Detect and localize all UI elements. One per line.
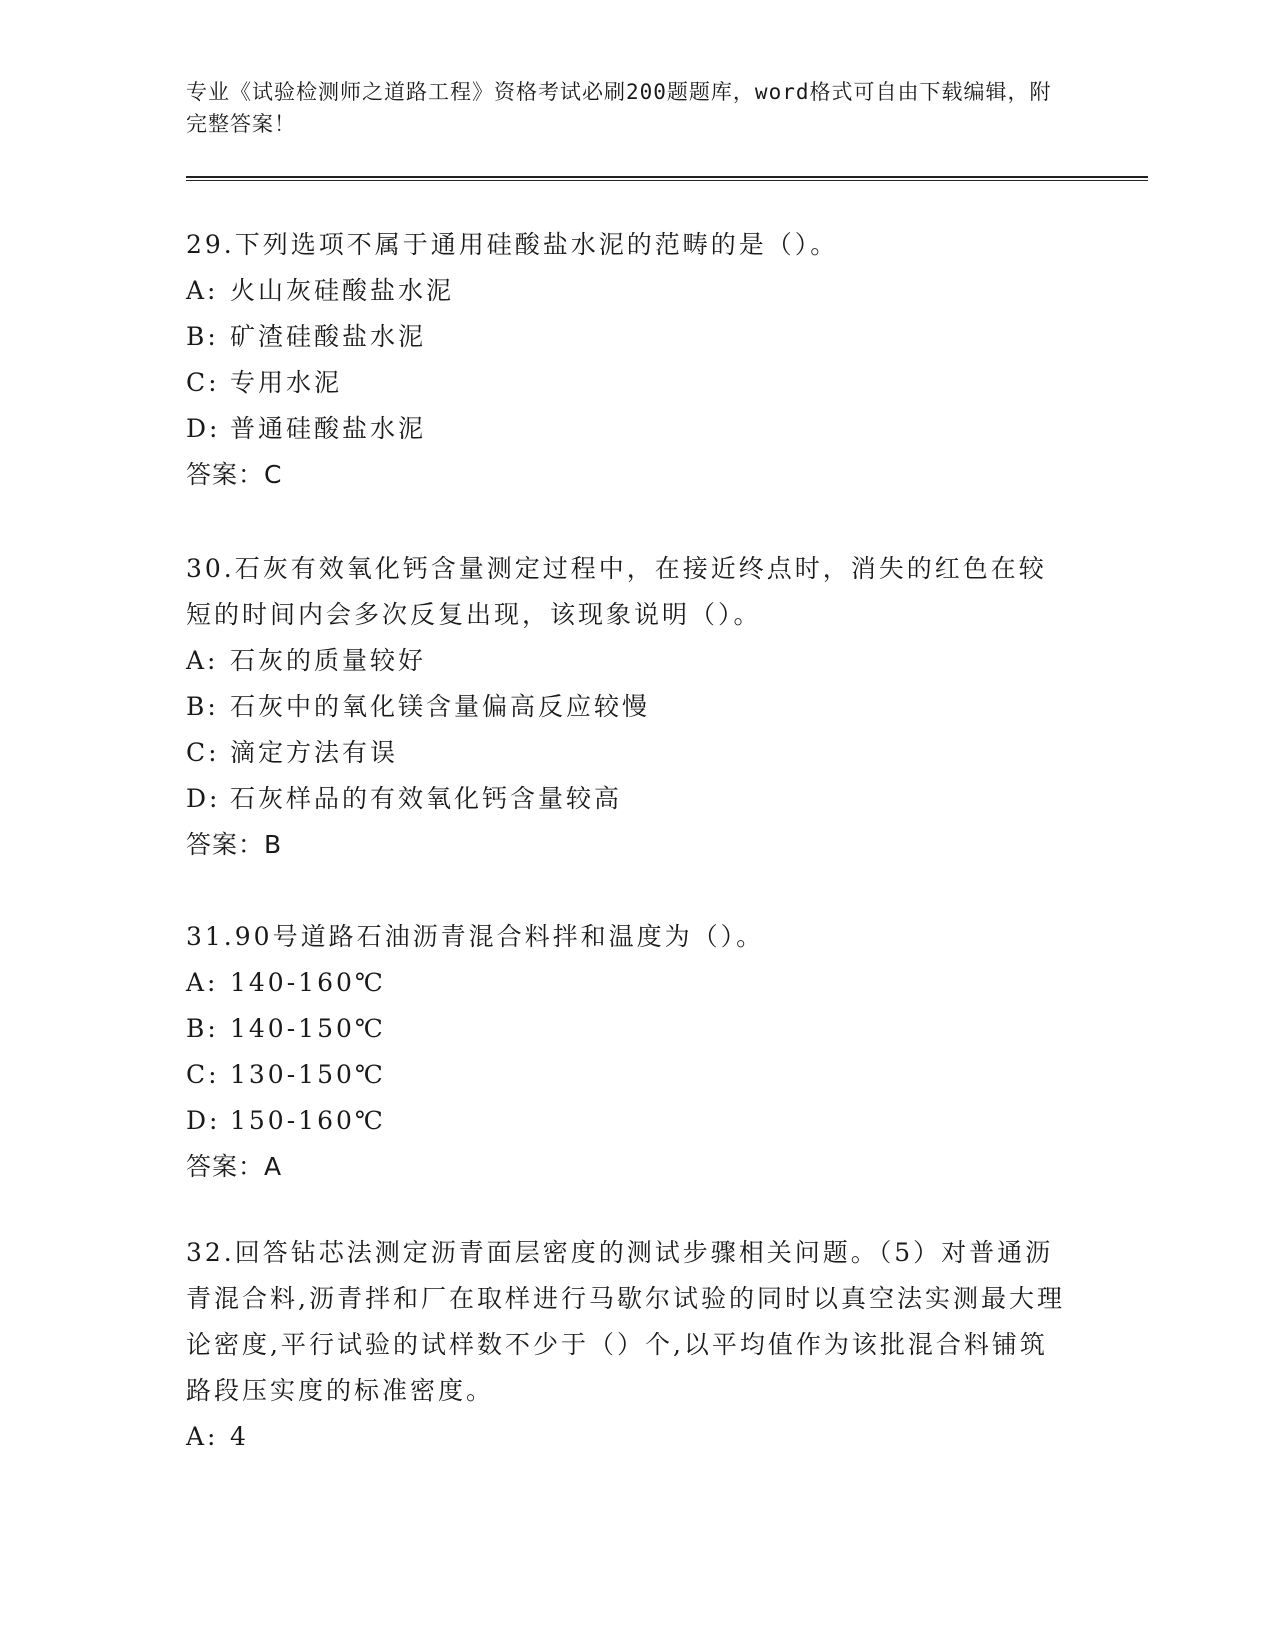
answer-line: 答案：B	[186, 830, 283, 859]
option-b	[186, 684, 1066, 730]
option-key: D:	[186, 1106, 221, 1135]
option-text: 4	[230, 1422, 249, 1451]
option-text: 石灰中的氧化镁含量偏高反应较慢	[230, 692, 651, 721]
question-30	[186, 546, 1066, 868]
question-stem: 32.回答钻芯法测定沥青面层密度的测试步骤相关问题。（5）对普通沥青混合料,沥青拌和厂在取样进行马歇尔试验的同时以真空法实测最大理论密度,平行试验的试样数不少于（）个,以平均值作为该批混合料铺筑路段压实度的标准密度。	[186, 1238, 1065, 1405]
option-a	[186, 638, 1066, 684]
option-b	[186, 1006, 1066, 1052]
question-stem: 31.90号道路石油沥青混合料拌和温度为（）。	[186, 922, 765, 951]
answer-line: 答案：C	[186, 460, 283, 489]
question-29	[186, 222, 1066, 498]
option-text: 专用水泥	[230, 368, 343, 397]
option-key: A:	[186, 1422, 219, 1451]
option-b	[186, 314, 1066, 360]
option-key: A:	[186, 276, 219, 305]
header-divider	[186, 176, 1148, 181]
option-text: 石灰样品的有效氧化钙含量较高	[230, 784, 623, 813]
option-d	[186, 776, 1066, 822]
answer-line: 答案：A	[186, 1152, 283, 1181]
question-31	[186, 914, 1066, 1190]
option-key: C:	[186, 738, 220, 767]
option-text: 普通硅酸盐水泥	[230, 414, 427, 443]
option-a	[186, 1414, 1066, 1460]
option-d	[186, 1098, 1066, 1144]
question-stem: 30.石灰有效氧化钙含量测定过程中，在接近终点时，消失的红色在较短的时间内会多次反复出现，该现象说明（）。	[186, 554, 1047, 629]
question-32	[186, 1230, 1066, 1460]
option-key: B:	[186, 692, 219, 721]
option-key: B:	[186, 322, 219, 351]
question-stem: 29.下列选项不属于通用硅酸盐水泥的范畴的是（）。	[186, 230, 839, 259]
option-text: 火山灰硅酸盐水泥	[230, 276, 455, 305]
option-text: 滴定方法有误	[230, 738, 399, 767]
option-c	[186, 730, 1066, 776]
option-text: 矿渣硅酸盐水泥	[230, 322, 427, 351]
option-key: D:	[186, 784, 221, 813]
document-header: 专业《试验检测师之道路工程》资格考试必刷200题题库，word格式可自由下载编辑，附完整答案！	[186, 80, 1052, 136]
option-a	[186, 268, 1066, 314]
option-text: 130-150℃	[230, 1060, 386, 1089]
option-text: 140-150℃	[230, 1014, 386, 1043]
option-a	[186, 960, 1066, 1006]
option-text: 150-160℃	[230, 1106, 386, 1135]
option-key: C:	[186, 368, 220, 397]
option-c	[186, 1052, 1066, 1098]
option-d	[186, 406, 1066, 452]
option-c	[186, 360, 1066, 406]
option-text: 140-160℃	[230, 968, 386, 997]
option-text: 石灰的质量较好	[230, 646, 427, 675]
option-key: C:	[186, 1060, 220, 1089]
option-key: A:	[186, 968, 219, 997]
option-key: A:	[186, 646, 219, 675]
option-key: B:	[186, 1014, 219, 1043]
option-key: D:	[186, 414, 221, 443]
